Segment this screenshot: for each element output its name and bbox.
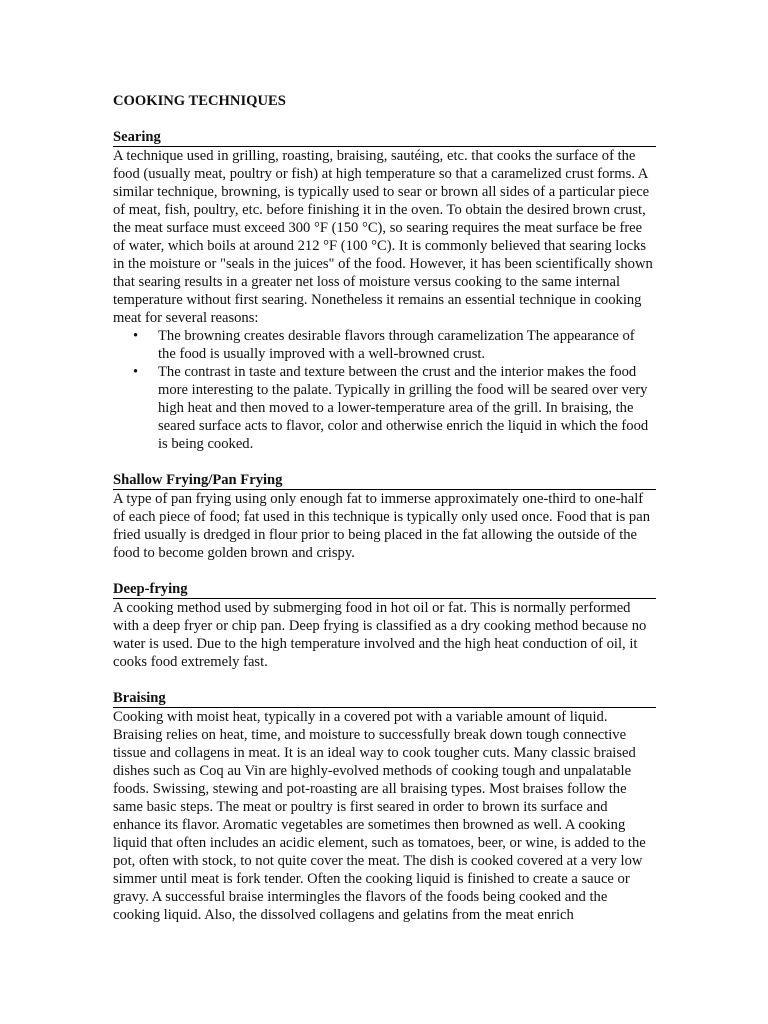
- section-heading: Braising: [113, 689, 656, 708]
- section-heading: Shallow Frying/Pan Frying: [113, 471, 656, 490]
- section-shallow-frying: [113, 471, 656, 562]
- section-braising: [113, 689, 656, 924]
- section-body: Cooking with moist heat, typically in a covered pot with a variable amount of liquid. Braising relies on heat, time, and moisture to successfully break down tough connective tissue and collagens in meat. It is an ideal way to cook tougher cuts. Many classic braised dishes such as Coq au Vin are highly-evolved methods of cooking tough and unpalatable foods. Swissing, stewing and pot-roasting are all braising types. Most braises follow the same basic steps. The meat or poultry is first seared in order to brown its surface and enhance its flavor. Aromatic vegetables are sometimes then browned as well. A cooking liquid that often includes an acidic element, such as tomatoes, beer, or wine, is added to the pot, often with stock, to not quite cover the meat. The dish is cooked covered at a very low simmer until meat is fork tender. Often the cooking liquid is finished to create a sauce or gravy. A successful braise intermingles the flavors of the foods being cooked and the cooking liquid. Also, the dissolved collagens and gelatins from the meat enrich: [113, 709, 646, 923]
- section-body: A cooking method used by submerging food in hot oil or fat. This is normally performed with a deep fryer or chip pan. Deep frying is classified as a dry cooking method because no water is used. Due to the high temperature involved and the high heat conduction of oil, it cooks food extremely fast.: [113, 600, 647, 670]
- section-heading: Searing: [113, 128, 656, 147]
- document-title: COOKING TECHNIQUES: [113, 93, 286, 109]
- section-heading: Deep-frying: [113, 580, 656, 599]
- section-searing: [113, 128, 656, 453]
- bullet-item: [133, 363, 656, 453]
- bullet-text: The browning creates desirable flavors through caramelization The appearance of the food is usually improved with a well-browned crust.: [158, 328, 635, 362]
- bullet-icon: •: [133, 328, 139, 344]
- bullet-item: [133, 327, 656, 363]
- bullet-text: The contrast in taste and texture between the crust and the interior makes the food more interesting to the palate. Typically in grilling the food will be seared over very high heat and then moved to a lower-temperature area of the grill. In braising, the seared surface acts to flavor, color and otherwise enrich the liquid in which the food is being cooked.: [158, 364, 649, 452]
- bullet-icon: •: [133, 364, 139, 380]
- bullet-list: [113, 327, 656, 453]
- section-body: A type of pan frying using only enough fat to immerse approximately one-third to one-half of each piece of food; fat used in this technique is typically only used once. Food that is pan fried usually is dredged in flour prior to being placed in the fat allowing the outside of the food to become golden brown and crispy.: [113, 491, 650, 561]
- section-body: A technique used in grilling, roasting, braising, sautéing, etc. that cooks the surface of the food (usually meat, poultry or fish) at high temperature so that a caramelized crust forms. A similar technique, browning, is typically used to sear or brown all sides of a particular piece of meat, fish, poultry, etc. before finishing it in the oven. To obtain the desired brown crust, the meat surface must exceed 300 °F (150 °C), so searing requires the meat surface be free of water, which boils at around 212 °F (100 °C). It is commonly believed that searing locks in the moisture or "seals in the juices" of the food. However, it has been scientifically shown that searing results in a greater net loss of moisture versus cooking to the same internal temperature without first searing. Nonetheless it remains an essential technique in cooking meat for several reasons:: [113, 148, 653, 326]
- document-page: [113, 92, 656, 942]
- section-deep-frying: [113, 580, 656, 671]
